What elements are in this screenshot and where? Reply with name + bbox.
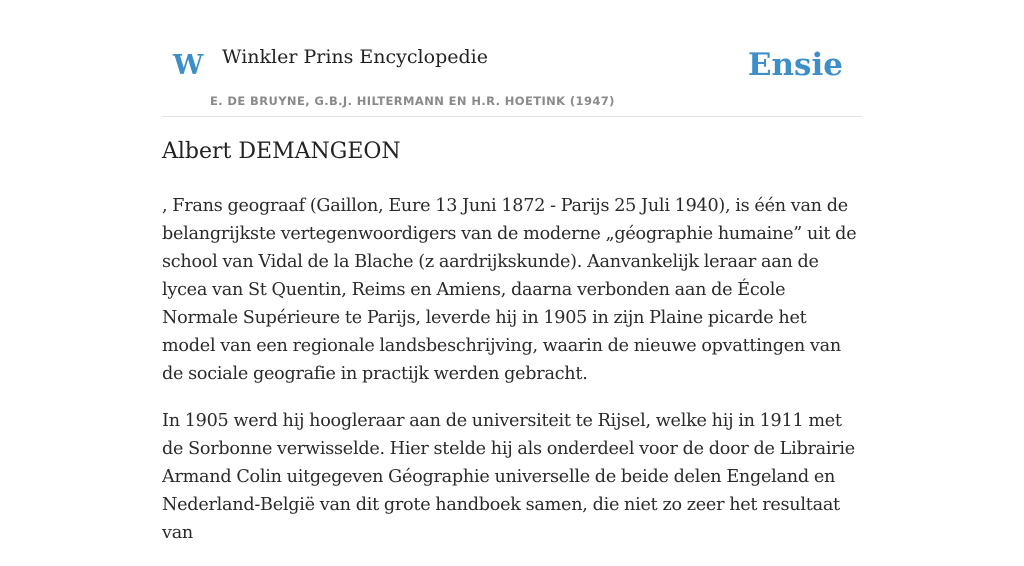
ensie-logo-link[interactable]: Ensie [747,47,843,83]
article-body [162,192,862,566]
source-title[interactable]: Winkler Prins Encyclopedie [222,46,488,68]
article-title: Albert DEMANGEON [162,139,401,164]
winkler-prins-logo[interactable]: W [173,50,204,81]
site-header [162,0,862,117]
article-paragraph: In 1905 werd hij hoogleraar aan de universiteit te Rijsel, welke hij in 1911 met de Sorbonne verwisselde. Hier stelde hij als onderdeel voor de door de Librairie Armand Colin uitgegeven Géographie universelle de beide delen Engeland en Nederland-België van dit grote handboek samen, die niet zo zeer het resultaat van [162,411,855,543]
article-paragraph: , Frans geograaf (Gaillon, Eure 13 Juni 1872 - Parijs 25 Juli 1940), is één van de belangrijkste vertegenwoordigers van de moderne „géographie humaine” uit de school van Vidal de la Blache (z aardrijkskunde). Aanvankelijk leraar aan de lycea van St Quentin, Reims en Amiens, daarna verbonden aan de École Normale Supérieure te Parijs, leverde hij in 1905 in zijn Plaine picarde het model van een regionale landsbeschrijving, waarin de nieuwe opvattingen van de sociale geografie in practijk werden gebracht. [162,196,857,384]
source-authors: E. DE BRUYNE, G.B.J. HILTERMANN EN H.R. HOETINK (1947) [210,94,615,108]
